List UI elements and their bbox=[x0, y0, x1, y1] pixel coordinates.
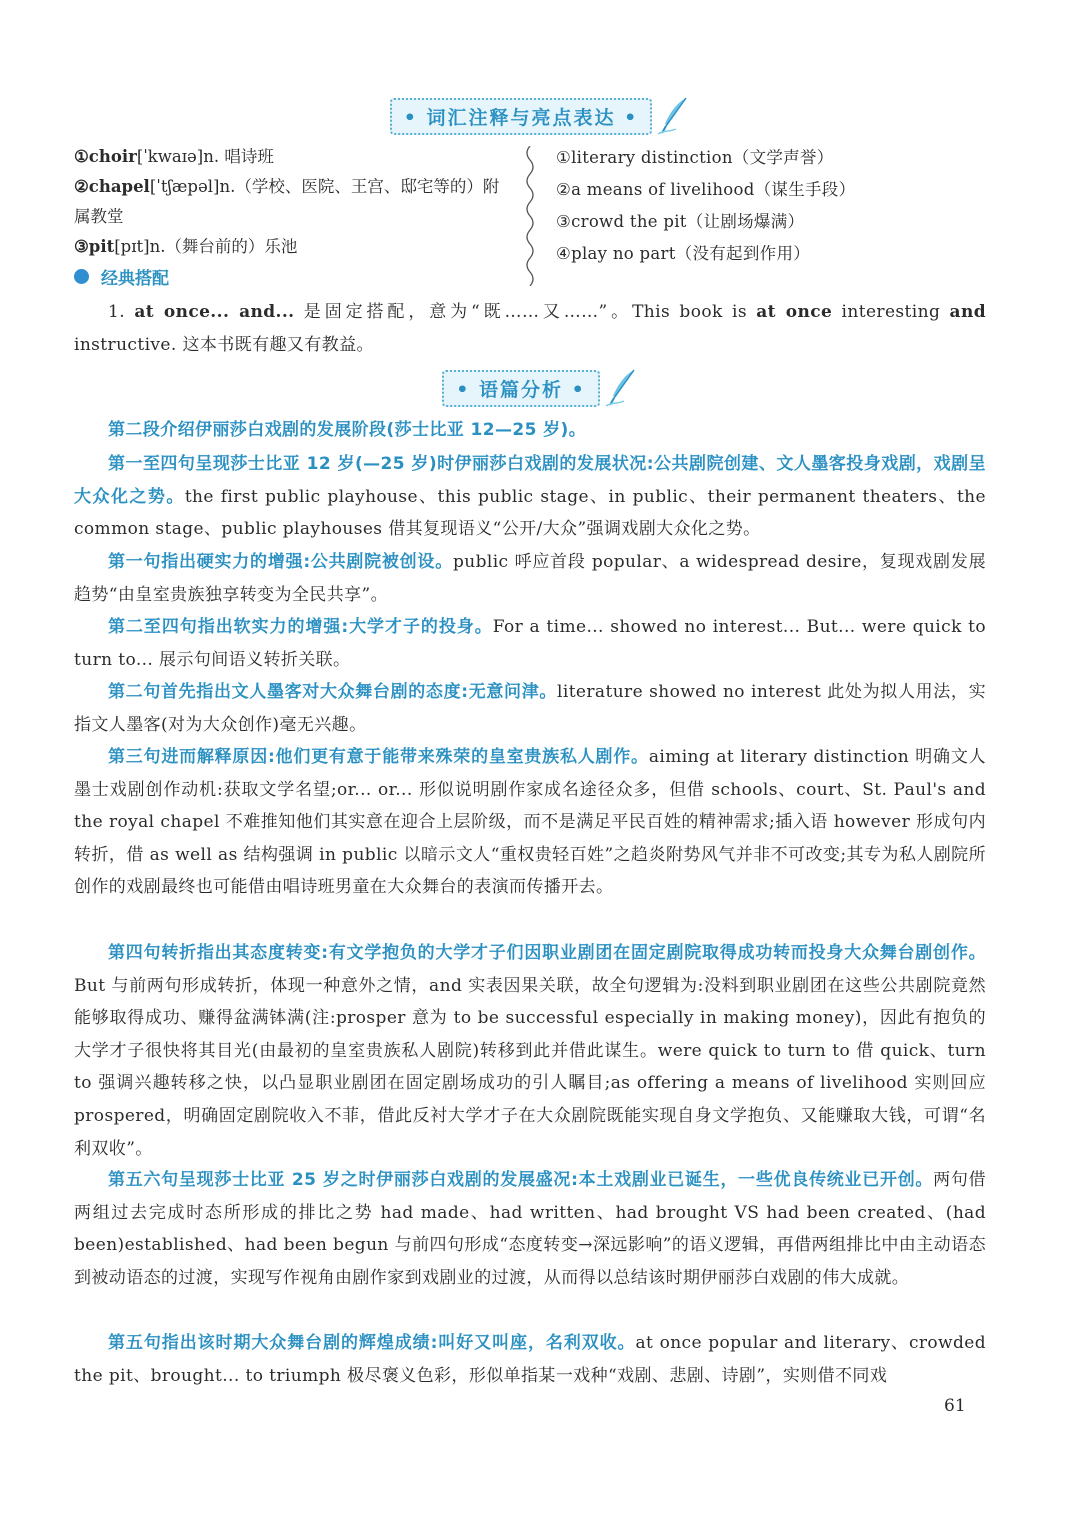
phrase-entry: ①literary distinction（文学声誉） bbox=[556, 148, 834, 167]
analysis-paragraph: 第四句转折指出其态度转变:有文学抱负的大学才子们因职业剧团在固定剧院取得成功转而投身大众舞台剧创作。But 与前两句形成转折，体现一种意外之情，and 实表因果关联，故全句逻辑为:没料到职业剧团在这些公共剧院竟然能够取得成功、赚得盆满钵满(注:prosper 意为 to be successful especially in making money)，因此有抱负的大学才子很快将其目光(由最初的皇室贵族私人剧院)转移到此并借此谋生。were quick to turn to 借 quick、turn to 强调兴趣转移之快，以凸显职业剧团在固定剧场成功的引人瞩目;as offering a means of livelihood 实则回应 prospered，明确固定剧院收入不菲，借此反衬大学才子在大众剧院既能实现自身文学抱负、又能赚取大钱，可谓“名利双收”。 bbox=[74, 943, 987, 1159]
collocation-item: 1. at once... and... 是固定搭配，意为“既……又……”。This book is at once interesting and instructive. 这本书既有趣又有教益。 bbox=[74, 302, 987, 355]
analysis-paragraph: 第二段介绍伊丽莎白戏剧的发展阶段(莎士比亚 12—25 岁)。 bbox=[108, 420, 587, 440]
quill-pen-icon bbox=[604, 368, 638, 408]
analysis-section-title: • 语篇分析 • bbox=[442, 370, 600, 407]
analysis-section-header bbox=[0, 368, 1080, 408]
vocab-word-list bbox=[74, 142, 514, 262]
classic-collocation-heading: 经典搭配 bbox=[74, 264, 169, 289]
quill-pen-icon bbox=[656, 96, 690, 136]
vocab-notes bbox=[74, 142, 986, 292]
analysis-paragraph: 第五句指出该时期大众舞台剧的辉煌成绩:叫好又叫座，名利双收。at once popular and literary、crowded the pit、brought... to triumph 极尽褒义色彩，形似单指某一戏种“戏剧、悲剧、诗剧”，实则借不同戏 bbox=[74, 1333, 986, 1386]
analysis-paragraph: 第三句进而解释原因:他们更有意于能带来殊荣的皇室贵族私人剧作。aiming at literary distinction 明确文人墨士戏剧创作动机:获取文学名望;or... or... 形似说明剧作家成名途径众多，但借 schools、court、St. Paul's and the royal chapel 不难推知他们其实意在迎合上层阶级，而不是满足平民百姓的精神需求;插入语 however 形成句内转折，借 as well as 结构强调 in public 以暗示文人“重权贵轻百姓”之趋炎附势风气并非不可改变;其专为私人剧院所创作的戏剧最终也可能借由唱诗班男童在大众舞台的表演而传播开去。 bbox=[74, 747, 986, 898]
vocab-section-title: • 词汇注释与亮点表达 • bbox=[390, 98, 653, 135]
vocab-phrase-list bbox=[556, 142, 976, 270]
analysis-paragraph: 第二至四句指出软实力的增强:大学才子的投身。For a time... showed no interest... But... were quick to turn to... 展示句间语义转折关联。 bbox=[74, 617, 986, 670]
phrase-entry: ④play no part（没有起到作用） bbox=[556, 244, 811, 263]
phrase-entry: ②a means of livelihood（谋生手段） bbox=[556, 180, 856, 199]
vocab-entry: ②chapel[ˈtʃæpəl]n.（学校、医院、王宫、邸宅等的）附属教堂 bbox=[74, 177, 500, 226]
vocab-entry: ①choir[ˈkwaɪə]n. 唱诗班 bbox=[74, 147, 274, 166]
wavy-divider bbox=[523, 146, 537, 286]
analysis-paragraph: 第五六句呈现莎士比亚 25 岁之时伊丽莎白戏剧的发展盛况:本土戏剧业已诞生，一些优良传统业已开创。两句借两组过去完成时态所形成的排比之势 had made、had written、had brought VS had been created、(had been)established、had been begun 与前四句形成“态度转变→深远影响”的语义逻辑，再借两组排比中由主动语态到被动语态的过渡，实现写作视角由剧作家到戏剧业的过渡，从而得以总结该时期伊丽莎白戏剧的伟大成就。 bbox=[74, 1170, 987, 1288]
page-number: 61 bbox=[944, 1396, 966, 1416]
vocab-section-header bbox=[0, 96, 1080, 136]
bullet-dot-icon bbox=[74, 269, 89, 284]
analysis-paragraph: 第一至四句呈现莎士比亚 12 岁(—25 岁)时伊丽莎白戏剧的发展状况:公共剧院创建、文人墨客投身戏剧，戏剧呈大众化之势。the first public playhouse、this public stage、in public、their permanent theaters、the common stage、public playhouses 借其复现语义“公开/大众”强调戏剧大众化之势。 bbox=[74, 454, 986, 540]
analysis-paragraph: 第一句指出硬实力的增强:公共剧院被创设。public 呼应首段 popular、a widespread desire，复现戏剧发展趋势“由皇室贵族独享转变为全民共享”。 bbox=[74, 552, 986, 605]
phrase-entry: ③crowd the pit（让剧场爆满） bbox=[556, 212, 805, 231]
analysis-paragraph: 第二句首先指出文人墨客对大众舞台剧的态度:无意问津。literature showed no interest 此处为拟人用法，实指文人墨客(对为大众创作)毫无兴趣。 bbox=[74, 682, 986, 735]
vocab-entry: ③pit[pɪt]n.（舞台前的）乐池 bbox=[74, 237, 298, 256]
